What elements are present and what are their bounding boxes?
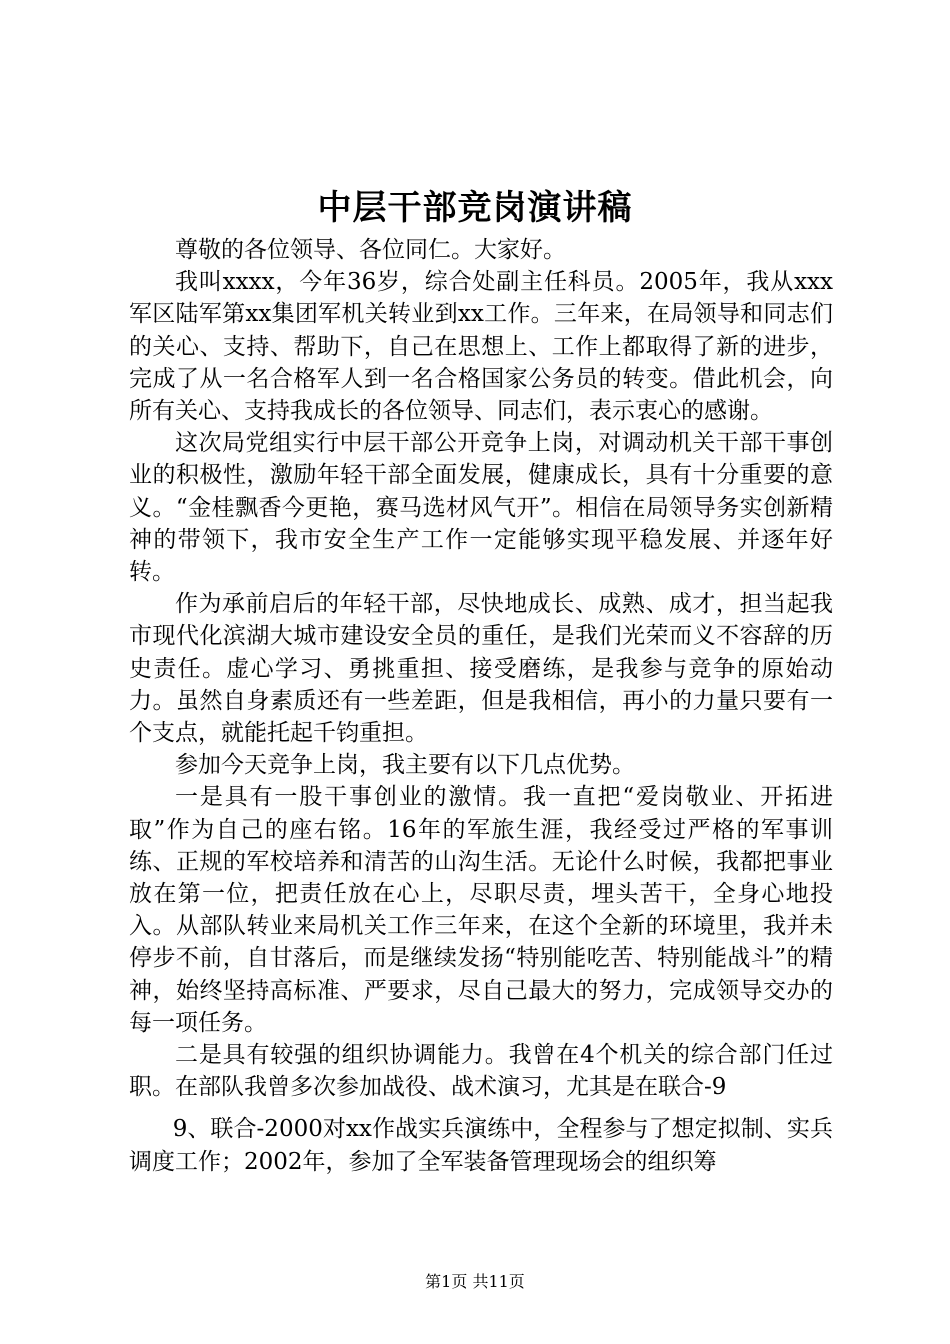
paragraph-self-introduction: 我叫xxxx，今年36岁，综合处副主任科员。2005年，我从xxx军区陆军第xx集团军机关转业到xx工作。三年来，在局领导和同志们的关心、支持、帮助下，自己在思想上、工作上都取得了新的进步，完成了从一名合格军人到一名合格国家公务员的转变。借此机会，向所有关心、支持我成长的各位领导、同志们，表示衷心的感谢。 xyxy=(129,269,833,425)
paragraph-responsibility: 作为承前启后的年轻干部，尽快地成长、成熟、成才，担当起我市现代化滨湖大城市建设安全员的重任，是我们光荣而义不容辞的历史责任。虚心学习、勇挑重担、接受磨练，是我参与竞争的原始动力。虽然自身素质还有一些差距，但是我相信，再小的力量只要有一个支点，就能托起千钧重担。 xyxy=(129,591,833,747)
paragraph-advantage-one: 一是具有一股干事创业的激情。我一直把“爱岗敬业、开拓进取”作为自己的座右铭。16年的军旅生涯，我经受过严格的军事训练、正规的军校培养和清苦的山沟生活。无论什么时候，我都把事业放在第一位，把责任放在心上，尽职尽责，埋头苦干，全身心地投入。从部队转业来局机关工作三年来，在这个全新的环境里，我并未停步不前，自甘落后，而是继续发扬“特别能吃苦、特别能战斗”的精神，始终坚持高标准、严要求，尽自己最大的努力，完成领导交办的每一项任务。 xyxy=(129,784,833,1036)
paragraph-advantage-two: 二是具有较强的组织协调能力。我曾在4个机关的综合部门任过职。在部队我曾多次参加战役、战术演习，尤其是在联合-9 xyxy=(129,1042,833,1101)
paragraph-advantages-intro: 参加今天竞争上岗，我主要有以下几点优势。 xyxy=(175,752,635,779)
paragraph-competition-significance: 这次局党组实行中层干部公开竞争上岗，对调动机关干部干事创业的积极性，激励年轻干部全面发展，健康成长，具有十分重要的意义。“金桂飘香今更艳，赛马选材风气开”。相信在局领导务实创新精神的带领下，我市安全生产工作一定能够实现平稳发展、并逐年好转。 xyxy=(129,430,833,586)
document-title: 中层干部竞岗演讲稿 xyxy=(317,188,633,228)
paragraph-greeting: 尊敬的各位领导、各位同仁。大家好。 xyxy=(175,237,566,263)
page-number-footer: 第1页 共11页 xyxy=(425,1272,525,1291)
paragraph-continued: 9、联合-2000对xx作战实兵演练中，全程参与了想定拟制、实兵调度工作；2002年，参加了全军装备管理现场会的组织筹 xyxy=(129,1116,833,1175)
document-body xyxy=(129,234,833,1178)
